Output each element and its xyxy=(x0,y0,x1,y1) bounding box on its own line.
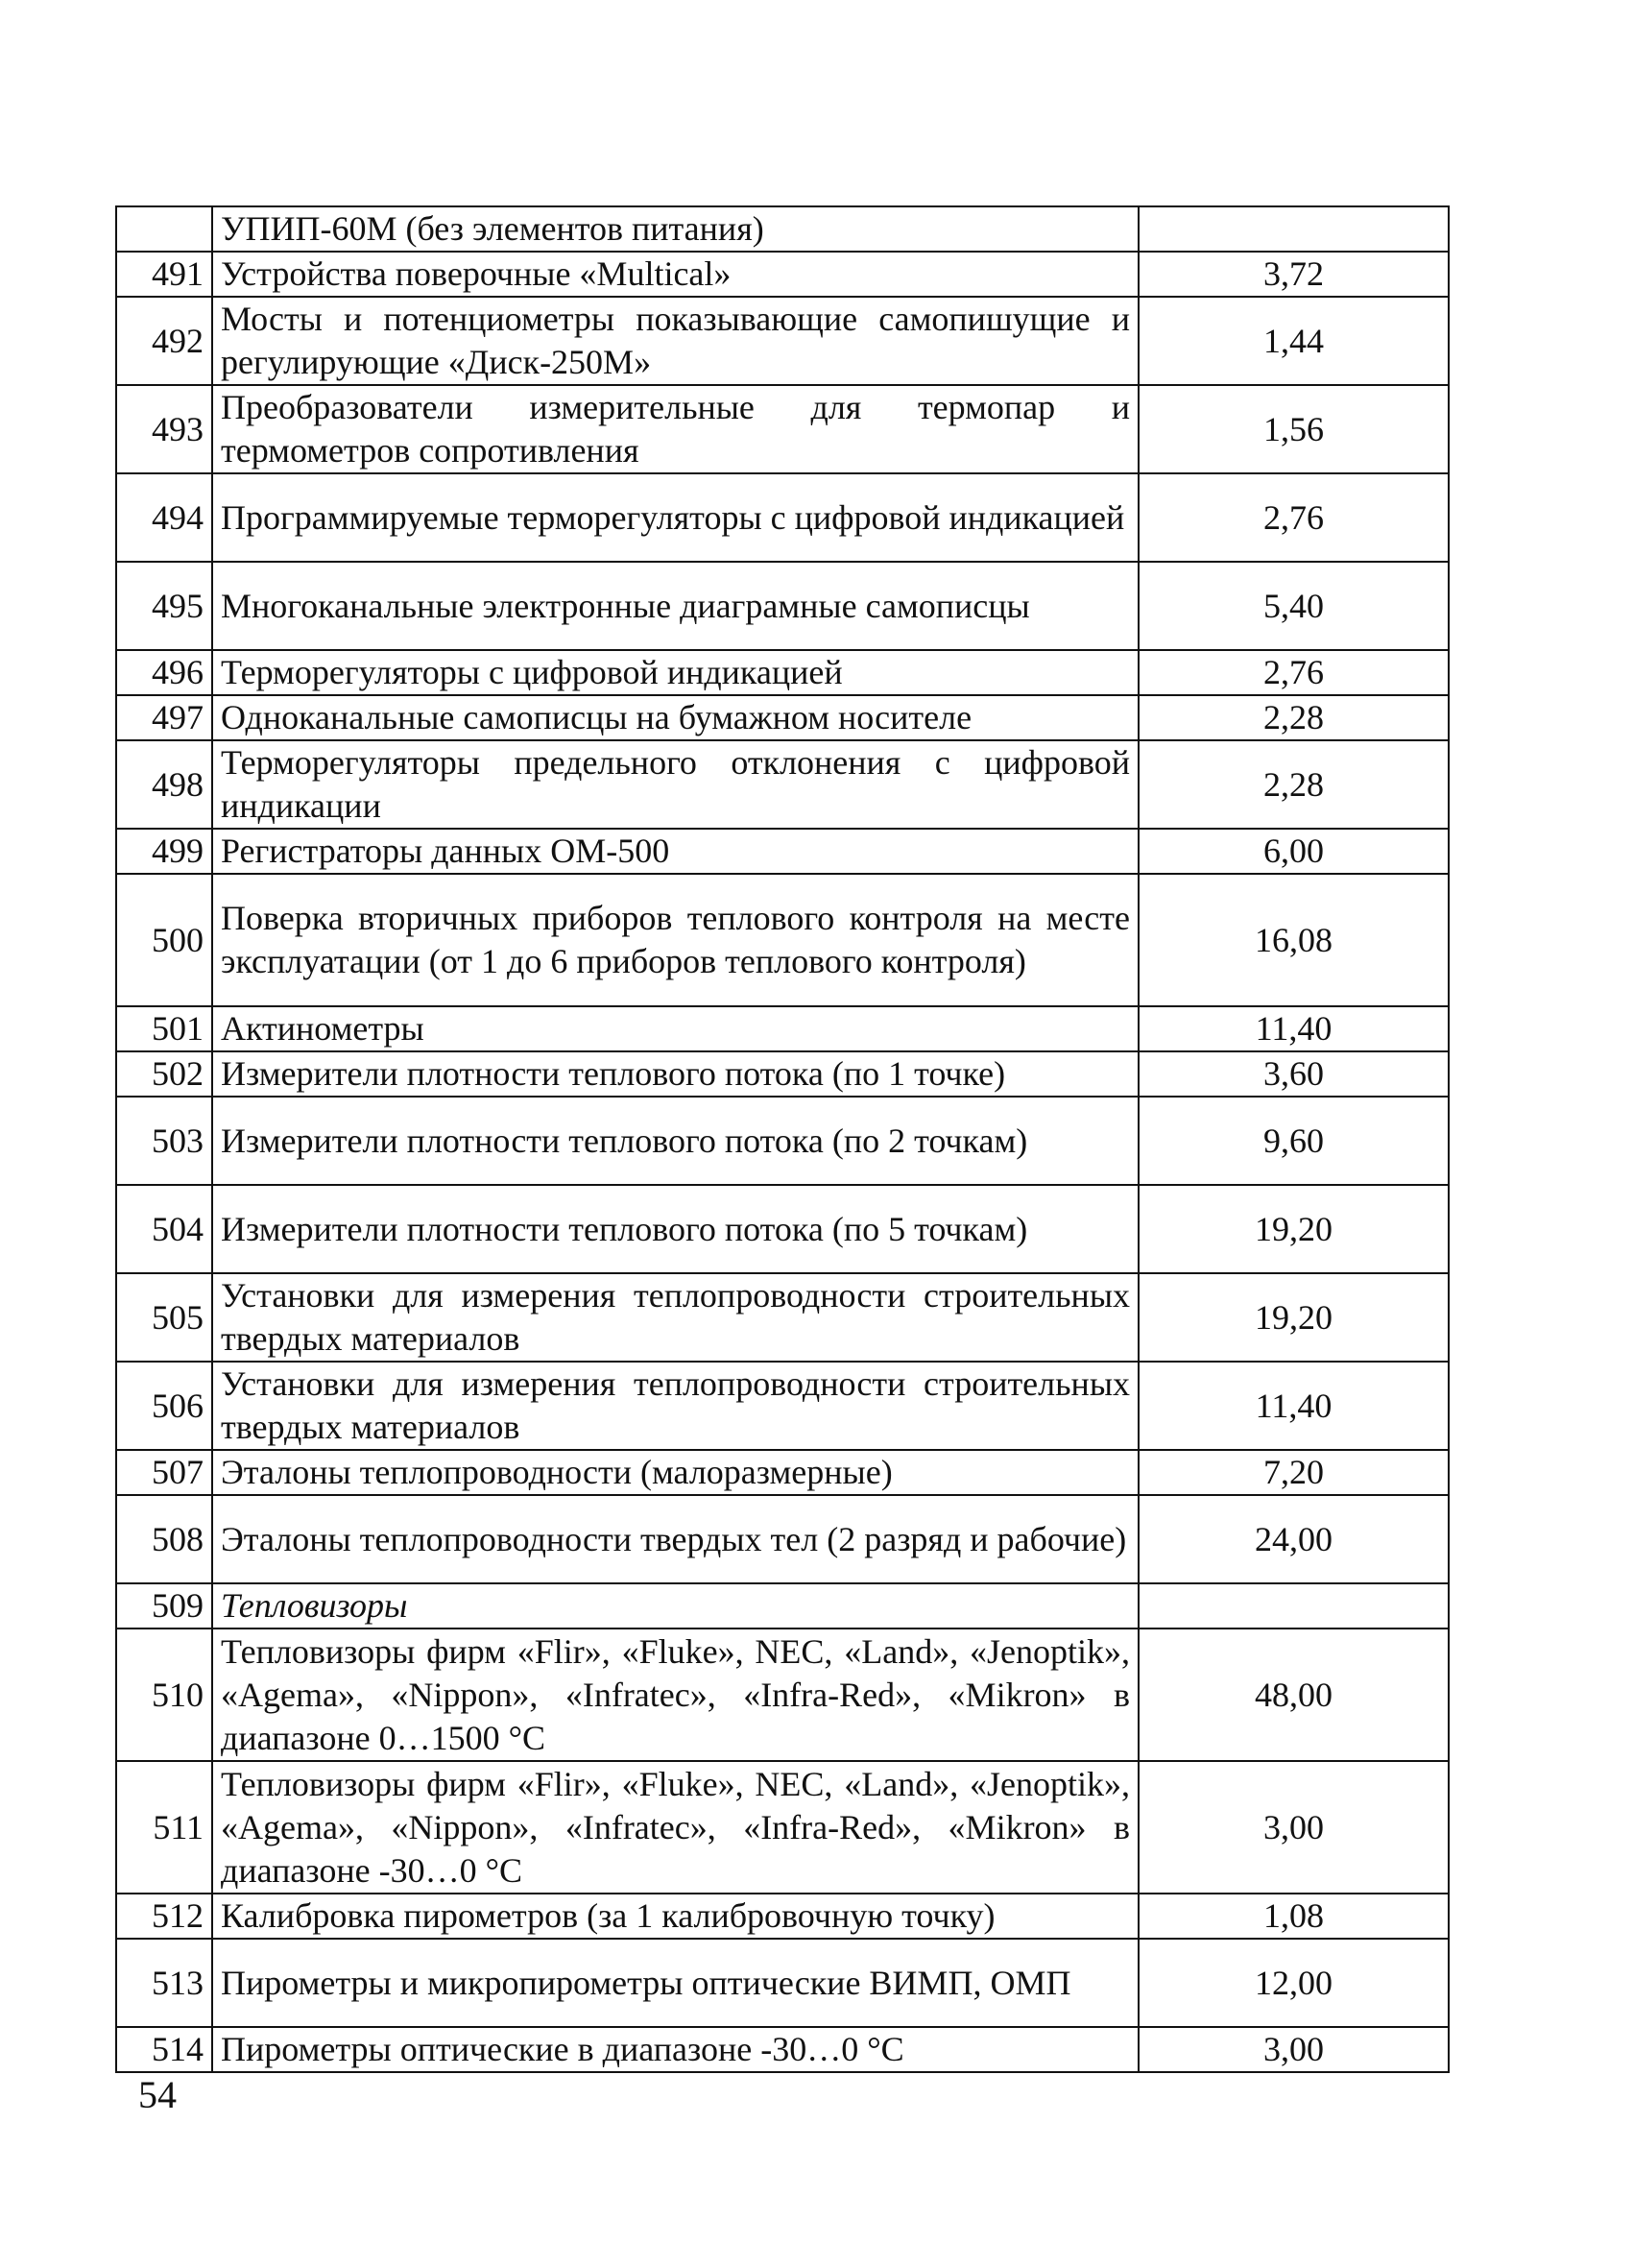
row-description: Измерители плотности теплового потока (по 5 точкам) xyxy=(212,1185,1139,1273)
table-row xyxy=(116,562,1449,650)
row-price: 12,00 xyxy=(1139,1939,1449,2027)
row-number xyxy=(116,206,212,252)
row-number: 503 xyxy=(116,1097,212,1185)
row-price: 6,00 xyxy=(1139,829,1449,874)
row-number: 513 xyxy=(116,1939,212,2027)
row-description: Регистраторы данных ОМ-500 xyxy=(212,829,1139,874)
row-description: УПИП-60М (без элементов питания) xyxy=(212,206,1139,252)
row-price: 5,40 xyxy=(1139,562,1449,650)
row-price: 2,76 xyxy=(1139,473,1449,562)
table-row xyxy=(116,2027,1449,2072)
row-description: Эталоны теплопроводности (малоразмерные) xyxy=(212,1450,1139,1495)
row-description: Терморегуляторы предельного отклонения с цифровой индикации xyxy=(212,740,1139,829)
table-row xyxy=(116,1894,1449,1939)
row-description: Пирометры и микропирометры оптические ВИМП, ОМП xyxy=(212,1939,1139,2027)
row-description: Актинометры xyxy=(212,1006,1139,1051)
row-number: 501 xyxy=(116,1006,212,1051)
table-row xyxy=(116,206,1449,252)
table-row xyxy=(116,829,1449,874)
table-row xyxy=(116,740,1449,829)
row-description: Тепловизоры фирм «Flir», «Fluke», NEC, «Land», «Jenoptik», «Agema», «Nippon», «Infratec», «Infra-Red», «Mikron» в диапазоне 0…1500 °С xyxy=(212,1629,1139,1761)
row-number: 505 xyxy=(116,1273,212,1362)
row-price: 16,08 xyxy=(1139,874,1449,1006)
table-row xyxy=(116,1006,1449,1051)
row-description: Измерители плотности теплового потока (по 1 точке) xyxy=(212,1051,1139,1097)
page-number: 54 xyxy=(138,2073,177,2116)
row-price: 48,00 xyxy=(1139,1629,1449,1761)
row-price: 2,76 xyxy=(1139,650,1449,695)
row-price: 1,56 xyxy=(1139,385,1449,473)
row-price: 3,60 xyxy=(1139,1051,1449,1097)
table-row xyxy=(116,385,1449,473)
row-description: Программируемые терморегуляторы с цифровой индикацией xyxy=(212,473,1139,562)
row-price: 2,28 xyxy=(1139,740,1449,829)
row-price xyxy=(1139,206,1449,252)
row-number: 511 xyxy=(116,1761,212,1894)
table-row xyxy=(116,874,1449,1006)
row-price: 11,40 xyxy=(1139,1362,1449,1450)
row-number: 514 xyxy=(116,2027,212,2072)
row-number: 500 xyxy=(116,874,212,1006)
table-row xyxy=(116,297,1449,385)
row-price: 2,28 xyxy=(1139,695,1449,740)
table-row xyxy=(116,1051,1449,1097)
row-price: 9,60 xyxy=(1139,1097,1449,1185)
row-price: 1,44 xyxy=(1139,297,1449,385)
row-price: 3,72 xyxy=(1139,252,1449,297)
row-price: 3,00 xyxy=(1139,1761,1449,1894)
table-row xyxy=(116,1629,1449,1761)
row-description: Многоканальные электронные диаграмные самописцы xyxy=(212,562,1139,650)
row-description: Калибровка пирометров (за 1 калибровочную точку) xyxy=(212,1894,1139,1939)
row-number: 495 xyxy=(116,562,212,650)
row-price: 7,20 xyxy=(1139,1450,1449,1495)
table-row xyxy=(116,1362,1449,1450)
row-number: 508 xyxy=(116,1495,212,1583)
table-row xyxy=(116,1185,1449,1273)
row-number: 491 xyxy=(116,252,212,297)
row-number: 502 xyxy=(116,1051,212,1097)
row-price: 24,00 xyxy=(1139,1495,1449,1583)
table-row xyxy=(116,1450,1449,1495)
table-row xyxy=(116,650,1449,695)
row-number: 492 xyxy=(116,297,212,385)
row-description: Измерители плотности теплового потока (по 2 точкам) xyxy=(212,1097,1139,1185)
row-description: Тепловизоры фирм «Flir», «Fluke», NEC, «Land», «Jenoptik», «Agema», «Nippon», «Infratec», «Infra-Red», «Mikron» в диапазоне -30…0 °С xyxy=(212,1761,1139,1894)
row-number: 496 xyxy=(116,650,212,695)
row-description: Пирометры оптические в диапазоне -30…0 °С xyxy=(212,2027,1139,2072)
row-number: 507 xyxy=(116,1450,212,1495)
row-description: Устройства поверочные «Multical» xyxy=(212,252,1139,297)
table-row xyxy=(116,695,1449,740)
table-row xyxy=(116,252,1449,297)
table-row xyxy=(116,1273,1449,1362)
price-table xyxy=(115,205,1450,2073)
row-description: Поверка вторичных приборов теплового контроля на месте эксплуатации (от 1 до 6 приборов теплового контроля) xyxy=(212,874,1139,1006)
row-description: Терморегуляторы с цифровой индикацией xyxy=(212,650,1139,695)
row-description: Установки для измерения теплопроводности строительных твердых материалов xyxy=(212,1362,1139,1450)
row-number: 512 xyxy=(116,1894,212,1939)
row-price: 19,20 xyxy=(1139,1273,1449,1362)
row-number: 493 xyxy=(116,385,212,473)
table-row xyxy=(116,1097,1449,1185)
row-price: 19,20 xyxy=(1139,1185,1449,1273)
row-price: 1,08 xyxy=(1139,1894,1449,1939)
row-description: Одноканальные самописцы на бумажном носителе xyxy=(212,695,1139,740)
row-price: 3,00 xyxy=(1139,2027,1449,2072)
table-row xyxy=(116,1761,1449,1894)
row-number: 497 xyxy=(116,695,212,740)
table-row xyxy=(116,1583,1449,1629)
section-heading: Тепловизоры xyxy=(212,1583,1139,1629)
table-row xyxy=(116,473,1449,562)
table-row xyxy=(116,1939,1449,2027)
row-number: 494 xyxy=(116,473,212,562)
table-row xyxy=(116,1495,1449,1583)
row-number: 499 xyxy=(116,829,212,874)
row-description: Эталоны теплопроводности твердых тел (2 разряд и рабочие) xyxy=(212,1495,1139,1583)
row-number: 510 xyxy=(116,1629,212,1761)
row-price xyxy=(1139,1583,1449,1629)
row-description: Установки для измерения теплопроводности строительных твердых материалов xyxy=(212,1273,1139,1362)
row-number: 509 xyxy=(116,1583,212,1629)
row-number: 504 xyxy=(116,1185,212,1273)
row-description: Мосты и потенциометры показывающие самопишущие и регулирующие «Диск-250М» xyxy=(212,297,1139,385)
row-number: 498 xyxy=(116,740,212,829)
row-price: 11,40 xyxy=(1139,1006,1449,1051)
row-number: 506 xyxy=(116,1362,212,1450)
row-description: Преобразователи измерительные для термопар и термометров сопротивления xyxy=(212,385,1139,473)
